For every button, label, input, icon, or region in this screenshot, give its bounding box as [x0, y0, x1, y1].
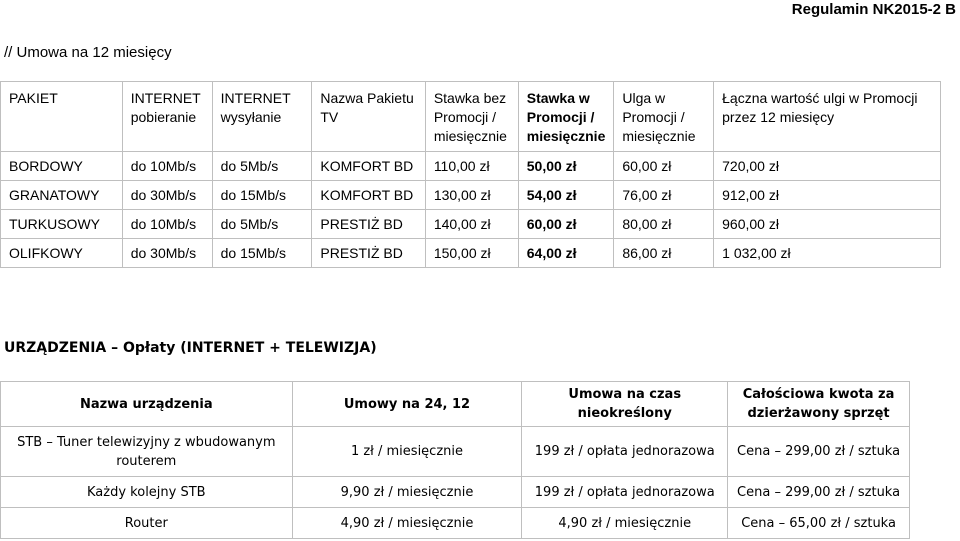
table-cell: 50,00 zł [518, 152, 614, 181]
table-cell: 60,00 zł [614, 152, 714, 181]
table-cell: do 15Mb/s [212, 239, 312, 268]
header-cell: PAKIET [1, 82, 123, 152]
table-cell: 912,00 zł [714, 181, 941, 210]
table-cell: 60,00 zł [518, 210, 614, 239]
header-cell: Umowy na 24, 12 [292, 382, 522, 427]
table-cell: Cena – 299,00 zł / sztuka [728, 477, 910, 508]
table-cell: OLIFKOWY [1, 239, 123, 268]
table-cell: 86,00 zł [614, 239, 714, 268]
table-cell: 150,00 zł [425, 239, 518, 268]
table-cell: 199 zł / opłata jednorazowa [522, 427, 728, 477]
devices-table [0, 381, 910, 539]
table-cell: 960,00 zł [714, 210, 941, 239]
table-cell: Cena – 299,00 zł / sztuka [728, 427, 910, 477]
table-cell: 76,00 zł [614, 181, 714, 210]
header-cell: Stawka w Promocji / miesięcznie [518, 82, 614, 152]
table-row [1, 508, 910, 539]
table-cell: GRANATOWY [1, 181, 123, 210]
header-cell: INTERNET pobieranie [122, 82, 212, 152]
table-cell: do 30Mb/s [122, 181, 212, 210]
header-cell: INTERNET wysyłanie [212, 82, 312, 152]
header-cell: Nazwa urządzenia [1, 382, 293, 427]
header-cell: Umowa na czas nieokreślony [522, 382, 728, 427]
table-cell: BORDOWY [1, 152, 123, 181]
table-cell: Cena – 65,00 zł / sztuka [728, 508, 910, 539]
table-cell: do 5Mb/s [212, 210, 312, 239]
table-cell: do 10Mb/s [122, 152, 212, 181]
table-cell: 199 zł / opłata jednorazowa [522, 477, 728, 508]
table-cell: 64,00 zł [518, 239, 614, 268]
table-cell: 4,90 zł / miesięcznie [522, 508, 728, 539]
table-row [1, 477, 910, 508]
table-cell: do 15Mb/s [212, 181, 312, 210]
devices-section-title: URZĄDZENIA – Opłaty (INTERNET + TELEWIZJA) [4, 340, 377, 356]
table-cell: do 30Mb/s [122, 239, 212, 268]
header-cell: Całościowa kwota za dzierżawony sprzęt [728, 382, 910, 427]
packages-header-row [1, 82, 941, 152]
table-cell: KOMFORT BD [312, 152, 425, 181]
table-cell: do 5Mb/s [212, 152, 312, 181]
packages-table [0, 81, 941, 268]
table-cell: Router [1, 508, 293, 539]
table-cell: 110,00 zł [425, 152, 518, 181]
header-cell: Stawka bez Promocji / miesięcznie [425, 82, 518, 152]
table-cell: 140,00 zł [425, 210, 518, 239]
table-cell: 130,00 zł [425, 181, 518, 210]
table-cell: 80,00 zł [614, 210, 714, 239]
table-cell: 1 032,00 zł [714, 239, 941, 268]
header-cell: Nazwa Pakietu TV [312, 82, 425, 152]
table-cell: 1 zł / miesięcznie [292, 427, 522, 477]
table-row [1, 427, 910, 477]
table-cell: 4,90 zł / miesięcznie [292, 508, 522, 539]
table-cell: 720,00 zł [714, 152, 941, 181]
table-cell: PRESTIŻ BD [312, 210, 425, 239]
table-cell: 9,90 zł / miesięcznie [292, 477, 522, 508]
section-title: // Umowa na 12 miesięcy [4, 44, 172, 61]
devices-header-row [1, 382, 910, 427]
table-row [1, 181, 941, 210]
table-cell: 54,00 zł [518, 181, 614, 210]
table-cell: do 10Mb/s [122, 210, 212, 239]
table-cell: STB – Tuner telewizyjny z wbudowanym routerem [1, 427, 293, 477]
table-cell: Każdy kolejny STB [1, 477, 293, 508]
table-row [1, 152, 941, 181]
table-cell: PRESTIŻ BD [312, 239, 425, 268]
table-row [1, 210, 941, 239]
header-cell: Ulga w Promocji / miesięcznie [614, 82, 714, 152]
document-reference: Regulamin NK2015-2 B [791, 1, 956, 18]
header-cell: Łączna wartość ulgi w Promocji przez 12 miesięcy [714, 82, 941, 152]
table-cell: KOMFORT BD [312, 181, 425, 210]
table-row [1, 239, 941, 268]
table-cell: TURKUSOWY [1, 210, 123, 239]
